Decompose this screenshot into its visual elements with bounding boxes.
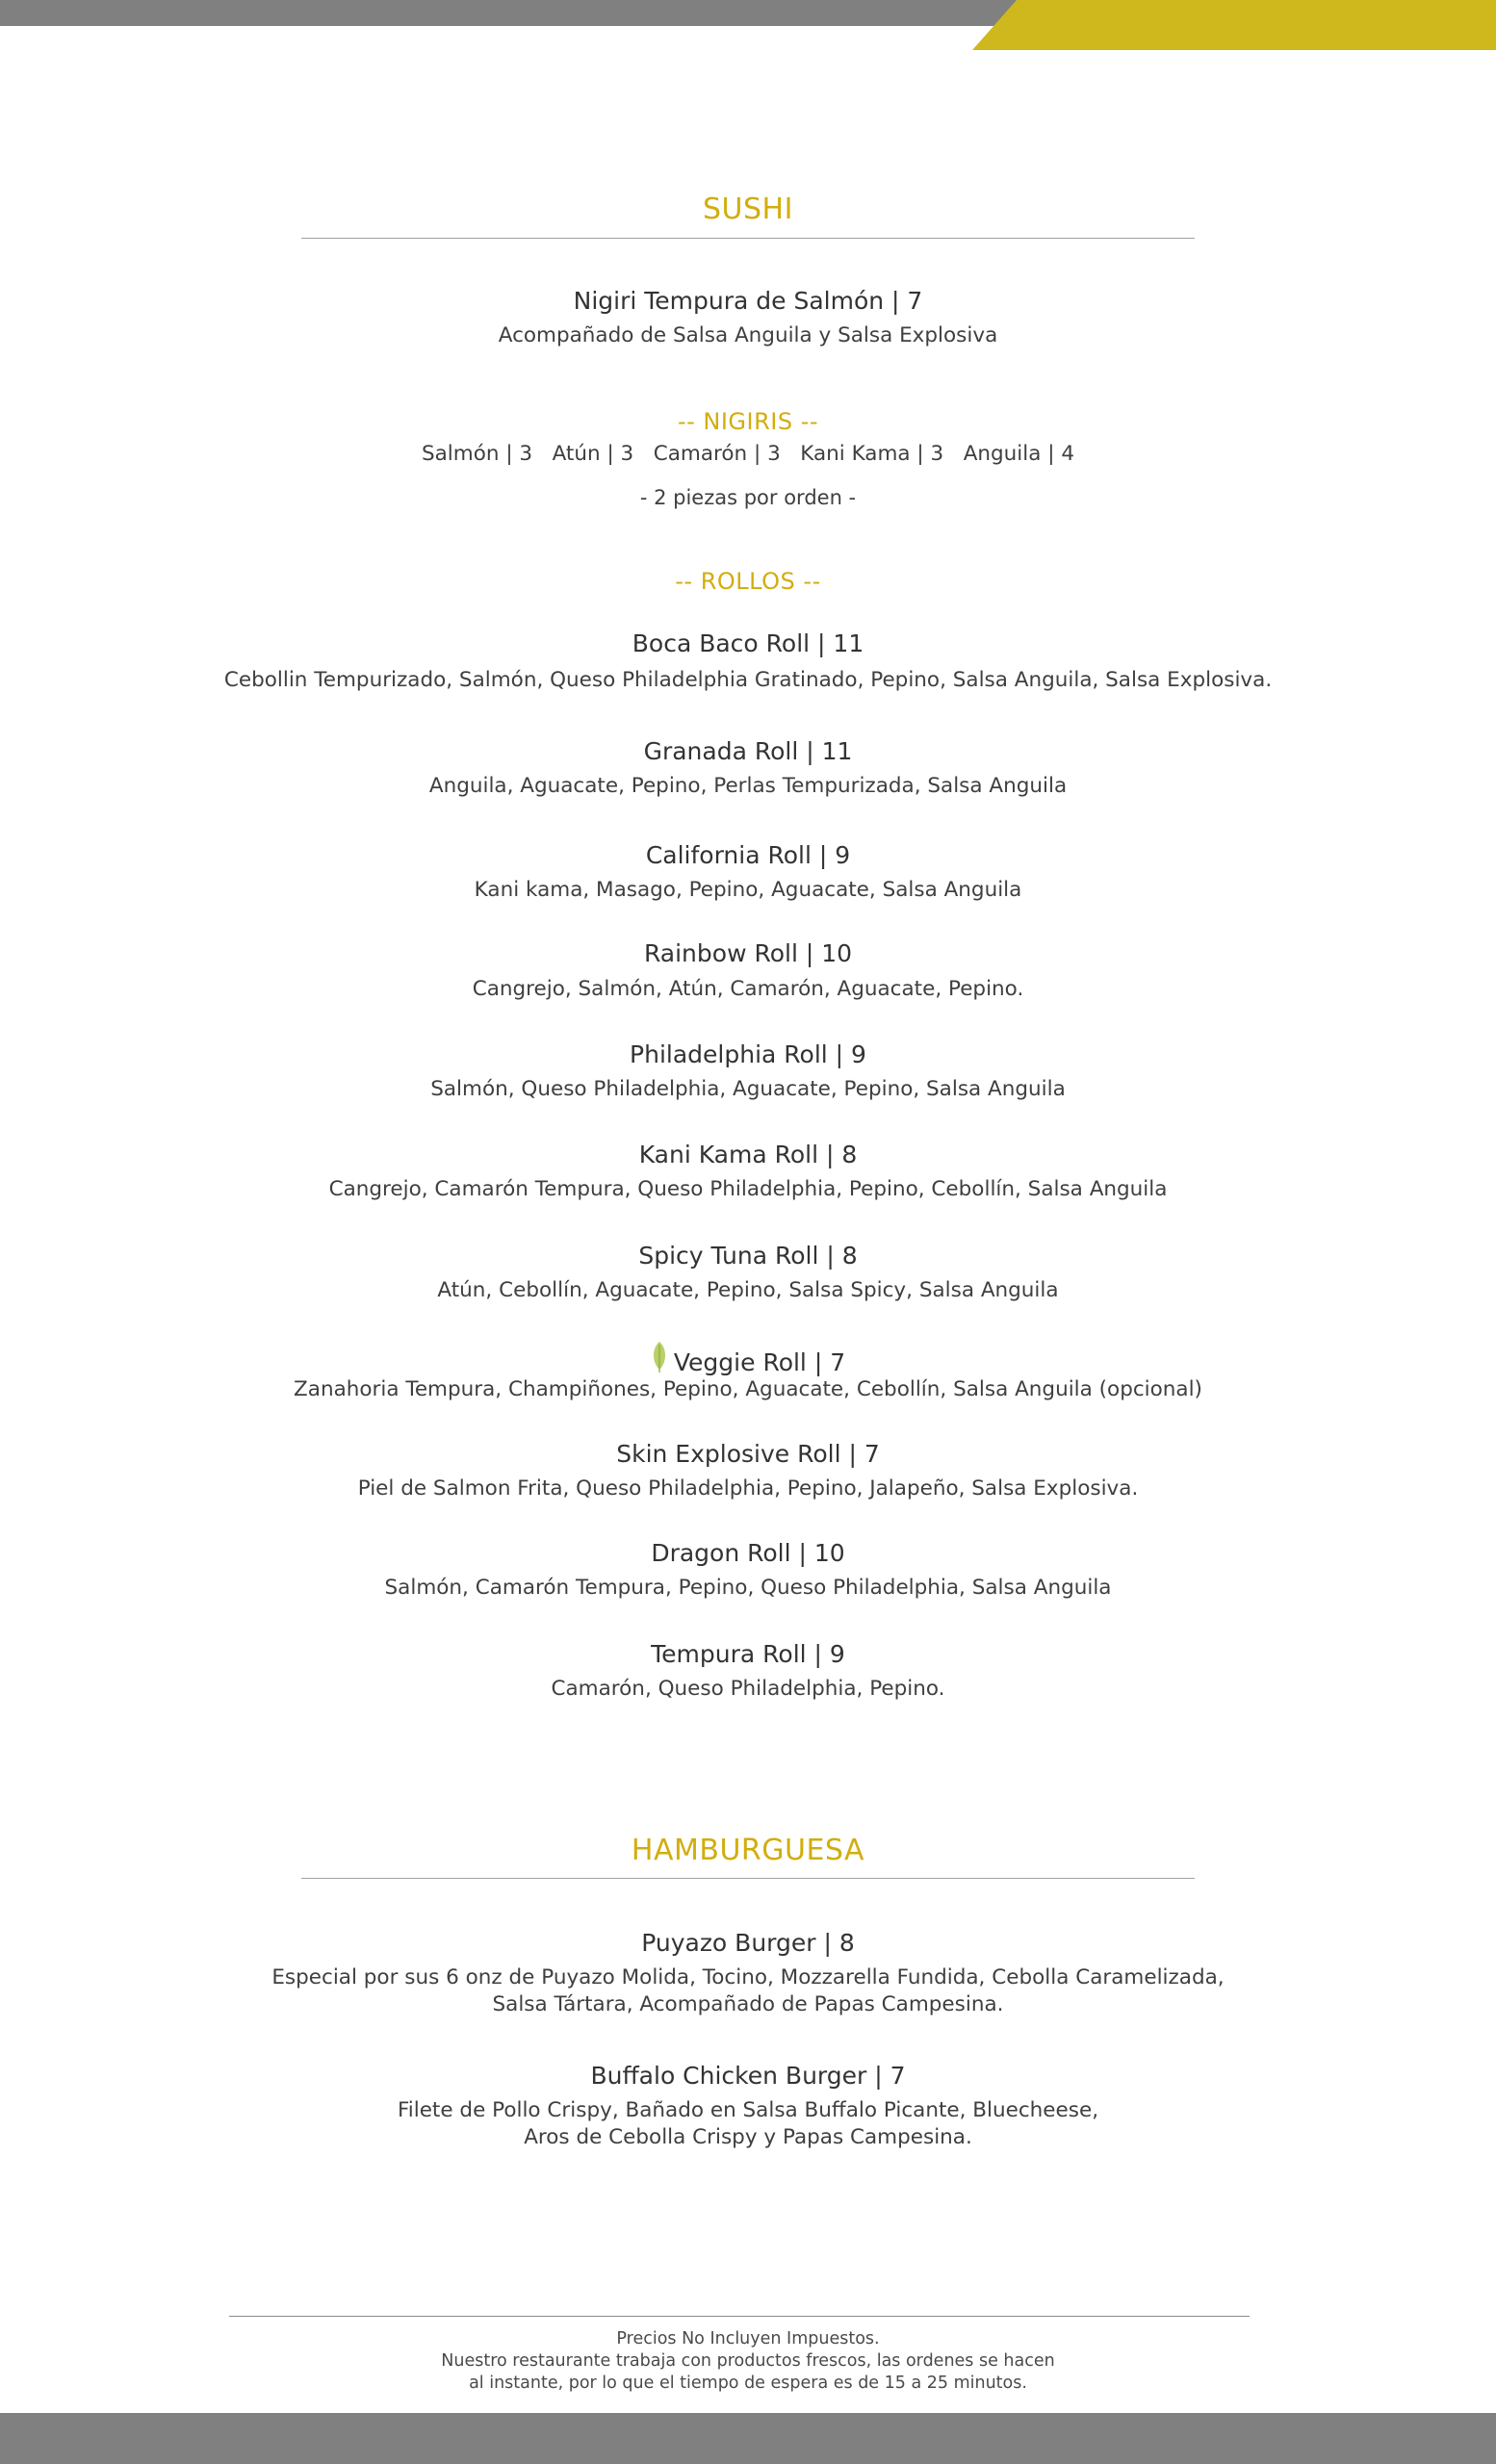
roll-desc-philadelphia: Salmón, Queso Philadelphia, Aguacate, Pepino, Salsa Anguila <box>430 1077 1066 1101</box>
section-title-sushi: SUSHI <box>703 192 793 226</box>
roll-name-kani-kama: Kani Kama Roll | 8 <box>638 1141 858 1168</box>
roll-name-skin-explosive: Skin Explosive Roll | 7 <box>616 1440 880 1468</box>
burger-desc-puyazo-line2: Salsa Tártara, Acompañado de Papas Campesina. <box>492 1992 1004 2016</box>
footer-divider <box>229 2316 1250 2317</box>
roll-desc-granada: Anguila, Aguacate, Pepino, Perlas Tempurizada, Salsa Anguila <box>428 774 1068 798</box>
roll-name-philadelphia: Philadelphia Roll | 9 <box>630 1040 866 1068</box>
footer-fresh-note: Nuestro restaurante trabaja con productos frescos, las ordenes se hacen <box>441 2351 1055 2371</box>
section-divider-sushi <box>301 238 1195 239</box>
top-accent-stripe <box>972 0 1496 50</box>
roll-name-spicy-tuna: Spicy Tuna Roll | 8 <box>638 1242 858 1270</box>
roll-desc-veggie: Zanahoria Tempura, Champiñones, Pepino, Aguacate, Cebollín, Salsa Anguila (opcional) <box>294 1377 1202 1401</box>
section-title-hamburguesa: HAMBURGUESA <box>631 1834 865 1867</box>
roll-desc-kani-kama: Cangrejo, Camarón Tempura, Queso Philadelphia, Pepino, Cebollín, Salsa Anguila <box>328 1177 1168 1201</box>
roll-name-veggie: Veggie Roll | 7 <box>673 1348 846 1376</box>
nigiris-price-list: Salmón | 3 Atún | 3 Camarón | 3 Kani Kama | 3 Anguila | 4 <box>421 442 1075 466</box>
subsection-title-rollos: -- ROLLOS -- <box>675 568 821 595</box>
roll-desc-tempura: Camarón, Queso Philadelphia, Pepino. <box>551 1677 945 1701</box>
burger-desc-buffalo-line2: Aros de Cebolla Crispy y Papas Campesina. <box>524 2125 972 2149</box>
burger-name-puyazo: Puyazo Burger | 8 <box>641 1929 855 1957</box>
bottom-decor-bar <box>0 2413 1496 2464</box>
footer-taxes-note: Precios No Incluyen Impuestos. <box>616 2329 880 2348</box>
roll-name-granada: Granada Roll | 11 <box>643 737 853 765</box>
leaf-icon <box>651 1341 668 1379</box>
roll-desc-spicy-tuna: Atún, Cebollín, Aguacate, Pepino, Salsa Spicy, Salsa Anguila <box>437 1278 1059 1302</box>
burger-name-buffalo-chicken: Buffalo Chicken Burger | 7 <box>590 2062 906 2090</box>
footer-wait-note: al instante, por lo que el tiempo de espera es de 15 a 25 minutos. <box>469 2374 1027 2393</box>
roll-desc-california: Kani kama, Masago, Pepino, Aguacate, Salsa Anguila <box>474 878 1022 902</box>
roll-name-tempura: Tempura Roll | 9 <box>651 1640 845 1668</box>
roll-veggie-header <box>0 1341 1496 1379</box>
roll-desc-skin-explosive: Piel de Salmon Frita, Queso Philadelphia, Pepino, Jalapeño, Salsa Explosiva. <box>357 1476 1139 1501</box>
nigiris-note: - 2 piezas por orden - <box>639 486 857 509</box>
roll-name-california: California Roll | 9 <box>645 841 851 869</box>
roll-name-rainbow: Rainbow Roll | 10 <box>643 939 853 967</box>
feature-item-name: Nigiri Tempura de Salmón | 7 <box>573 287 923 315</box>
roll-desc-dragon: Salmón, Camarón Tempura, Pepino, Queso Philadelphia, Salsa Anguila <box>384 1576 1112 1600</box>
roll-name-boca-baco: Boca Baco Roll | 11 <box>632 629 864 657</box>
section-divider-hamburguesa <box>301 1878 1195 1879</box>
feature-item-desc: Acompañado de Salsa Anguila y Salsa Explosiva <box>498 323 998 347</box>
burger-desc-buffalo-line1: Filete de Pollo Crispy, Bañado en Salsa Buffalo Picante, Bluecheese, <box>397 2098 1099 2122</box>
roll-desc-boca-baco: Cebollin Tempurizado, Salmón, Queso Philadelphia Gratinado, Pepino, Salsa Anguila, Salsa Explosiva. <box>223 668 1273 692</box>
burger-desc-puyazo-line1: Especial por sus 6 onz de Puyazo Molida, Tocino, Mozzarella Fundida, Cebolla Caramelizada, <box>271 1965 1225 1989</box>
subsection-title-nigiris: -- NIGIRIS -- <box>677 408 819 435</box>
roll-desc-rainbow: Cangrejo, Salmón, Atún, Camarón, Aguacate, Pepino. <box>472 977 1024 1001</box>
roll-name-dragon: Dragon Roll | 10 <box>651 1539 845 1567</box>
